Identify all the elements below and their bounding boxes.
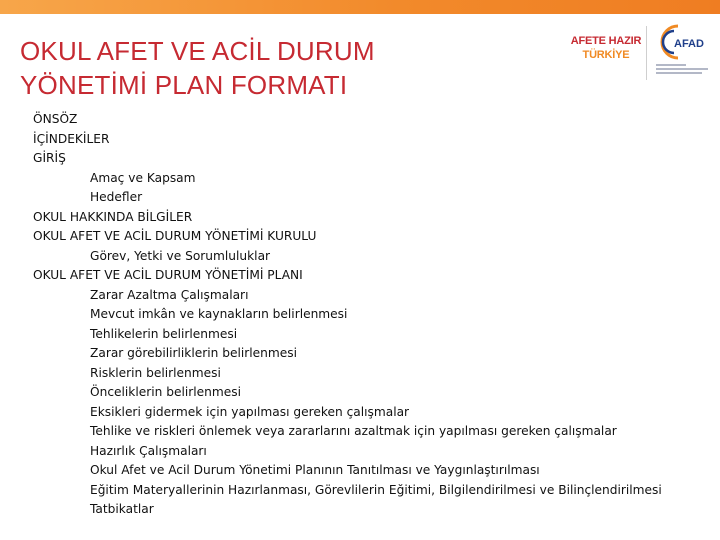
toc-subitem: Okul Afet ve Acil Durum Yönetimi Planının Tanıtılması ve Yaygınlaştırılması	[90, 463, 540, 477]
toc-heading: OKUL HAKKINDA BİLGİLER	[33, 209, 193, 224]
toc-subitem: Hazırlık Çalışmaları	[90, 443, 207, 458]
toc-subitem: Tehlikelerin belirlenmesi	[90, 326, 238, 341]
afete-hazir-logo-line1: AFETE HAZIR	[570, 35, 642, 47]
afete-hazir-logo-line2: TÜRKİYE	[582, 49, 630, 61]
afad-subtitle-mark	[656, 64, 708, 78]
toc-subitem: Tehlike ve riskleri önlemek veya zararlarını azaltmak için yapılması gereken çalışmalar	[90, 424, 617, 438]
toc-heading: GİRİŞ	[33, 151, 66, 165]
toc-subitem: Eksikleri gidermek için yapılması gereken çalışmalar	[90, 404, 410, 419]
page-title	[20, 34, 540, 102]
toc-heading: ÖNSÖZ	[33, 112, 78, 126]
toc-subitem: Amaç ve Kapsam	[90, 170, 196, 185]
toc-subitem: Eğitim Materyallerinin Hazırlanması, Görevlilerin Eğitimi, Bilgilendirilmesi ve Bilinçlendirilmesi	[90, 482, 662, 497]
toc-heading: OKUL AFET VE ACİL DURUM YÖNETİMİ PLANI	[33, 268, 303, 282]
toc-subitem: Mevcut imkân ve kaynakların belirlenmesi	[90, 307, 348, 321]
toc-subitem: Görev, Yetki ve Sorumluluklar	[90, 248, 271, 263]
toc-subitem: Önceliklerin belirlenmesi	[90, 385, 241, 399]
toc-subitem: Tatbikatlar	[90, 502, 154, 516]
table-of-contents	[33, 110, 713, 520]
afete-hazir-turkiye-logo	[568, 34, 644, 62]
afad-logo	[652, 22, 708, 84]
afad-logo-text: AFAD	[674, 38, 704, 50]
toc-subitem: Risklerin belirlenmesi	[90, 365, 221, 380]
title-line-2: YÖNETİMİ PLAN FORMATI	[20, 70, 348, 100]
toc-heading: İÇİNDEKİLER	[33, 131, 110, 146]
toc-heading: OKUL AFET VE ACİL DURUM YÖNETİMİ KURULU	[33, 229, 317, 243]
toc-subitem: Hedefler	[90, 190, 143, 204]
logo-divider	[646, 26, 647, 80]
toc-subitem: Zarar görebilirliklerin belirlenmesi	[90, 346, 297, 360]
title-line-1: OKUL AFET VE ACİL DURUM	[20, 36, 375, 66]
logo-group	[560, 22, 710, 88]
top-accent-strip	[0, 0, 720, 14]
toc-subitem: Zarar Azaltma Çalışmaları	[90, 287, 249, 302]
